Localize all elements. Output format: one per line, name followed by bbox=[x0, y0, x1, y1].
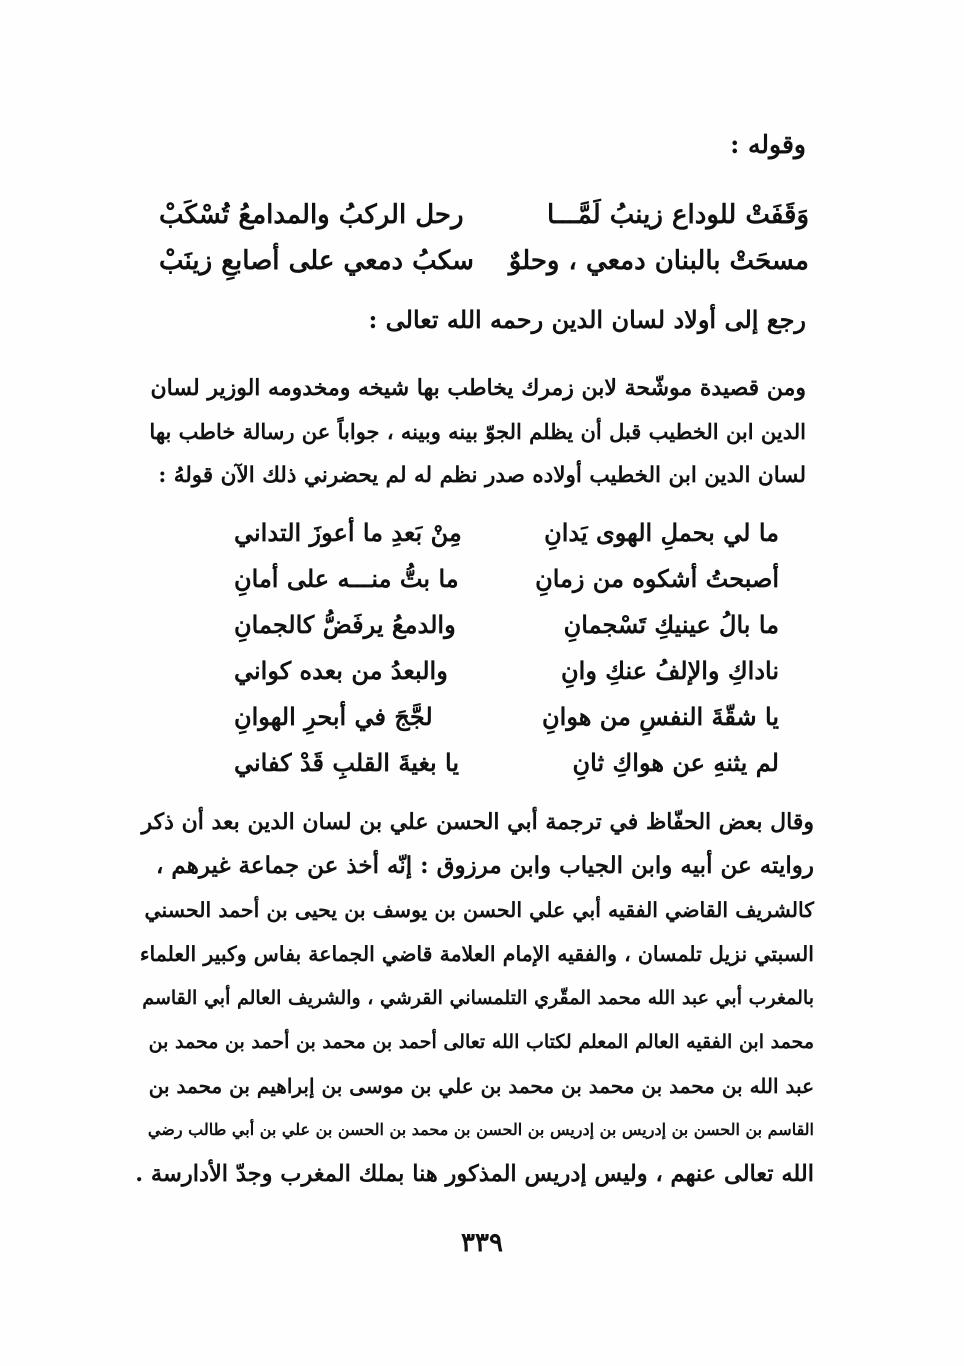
paragraph-line: الله تعالى عنهم ، وليس إدريس المذكور هنا بملك المغرب وجدّ الأدارسة . bbox=[135, 1161, 814, 1187]
paragraph-line: ومن قصيدة موشّحة لابن زمرك يخاطب بها شيخه ومخدومه الوزير لسان bbox=[150, 375, 806, 401]
muwashshah-poem bbox=[234, 518, 779, 794]
paragraph-line: الدين ابن الخطيب قبل أن يظلم الجوّ بينه وبينه ، جواباً عن رسالة خاطب بها bbox=[149, 419, 806, 444]
poem-first-hemistich: لم يثنهِ عن هواكِ ثانِ bbox=[572, 748, 779, 777]
poem-second-hemistich: والبعدُ من بعده كواني bbox=[234, 656, 448, 685]
intro-line: وقوله : bbox=[730, 130, 806, 159]
paragraph-line: روايته عن أبيه وابن الجياب وابن مرزوق : إنّه أخذ عن جماعة غيرهم ، bbox=[155, 852, 814, 879]
poem-second-hemistich: يا بغيةَ القلبِ قَدْ كفاني bbox=[234, 748, 460, 777]
paragraph-line: كالشريف القاضي الفقيه أبي علي الحسن بن يوسف بن يحيى بن أحمد الحسني bbox=[144, 898, 814, 922]
poem-row bbox=[234, 610, 779, 656]
paragraph-line: القاسم بن الحسن بن إدريس بن إدريس بن الحسن بن محمد بن الحسن بن علي بن أبي طالب رضي bbox=[147, 1120, 814, 1139]
poem-row bbox=[234, 702, 779, 748]
verse-line bbox=[159, 200, 809, 244]
poem-row bbox=[234, 518, 779, 564]
verse-first-hemistich: مسحَتْ بالبنان دمعي ، وحلوٌ bbox=[508, 246, 809, 276]
poem-first-hemistich: ما بالُ عينيكِ تَسْجمانِ bbox=[563, 610, 779, 639]
paragraph-line: وقال بعض الحفّاظ في ترجمة أبي الحسن علي بن لسان الدين بعد أن ذكر bbox=[141, 809, 814, 835]
verse-line bbox=[159, 246, 809, 290]
poem-second-hemistich: مِنْ بَعدِ ما أعوزَ التداني bbox=[234, 518, 462, 547]
poem-first-hemistich: ناداكِ والإلفُ عنكِ وانِ bbox=[561, 656, 779, 685]
section-heading: رجع إلى أولاد لسان الدين رحمه الله تعالى : bbox=[368, 305, 806, 334]
paragraph-line: بالمغرب أبي عبد الله محمد المقّري التلمساني القرشي ، والشريف العالم أبي القاسم bbox=[142, 987, 814, 1009]
poem-first-hemistich: أصبحتُ أشكوه من زمانِ bbox=[535, 564, 779, 593]
poem-second-hemistich: لجَّجَ في أبحرِ الهوانِ bbox=[234, 702, 433, 731]
poem-second-hemistich: والدمعُ يرفَضُّ كالجمانِ bbox=[234, 610, 456, 639]
verse-second-hemistich: رحل الركبُ والمدامعُ تُسْكَبْ bbox=[159, 200, 464, 230]
verse-first-hemistich: وَقَفَتْ للوداع زينبُ لَمَّـــا bbox=[547, 200, 809, 230]
paragraph-line: عبد الله بن محمد بن محمد بن محمد بن علي بن موسى بن إبراهيم بن محمد بن bbox=[148, 1074, 814, 1098]
poem-second-hemistich: ما بتُّ منـــه على أمانِ bbox=[234, 564, 459, 593]
poem-row bbox=[234, 564, 779, 610]
paragraph-biography bbox=[134, 800, 814, 1196]
paragraph-line: السبتي نزيل تلمسان ، والفقيه الإمام العلامة قاضي الجماعة بفاس وكبير العلماء bbox=[139, 942, 814, 966]
paragraph-intro bbox=[146, 366, 806, 498]
poem-first-hemistich: ما لي بحملِ الهوى يَدانِ bbox=[544, 518, 779, 547]
poem-row bbox=[234, 748, 779, 794]
poem-first-hemistich: يا شقّةَ النفسِ من هوانِ bbox=[542, 702, 779, 731]
page-number: ٣٣٩ bbox=[461, 1228, 503, 1258]
paragraph-line: لسان الدين ابن الخطيب أولاده صدر نظم له لم يحضرني ذلك الآن قولهُ : bbox=[158, 463, 806, 488]
paragraph-line: محمد ابن الفقيه العالم المعلم لكتاب الله تعالى أحمد بن محمد بن أحمد بن محمد بن bbox=[148, 1031, 814, 1053]
poem-row bbox=[234, 656, 779, 702]
verse-second-hemistich: سكبُ دمعي على أصابعِ زينَبْ bbox=[159, 246, 474, 276]
